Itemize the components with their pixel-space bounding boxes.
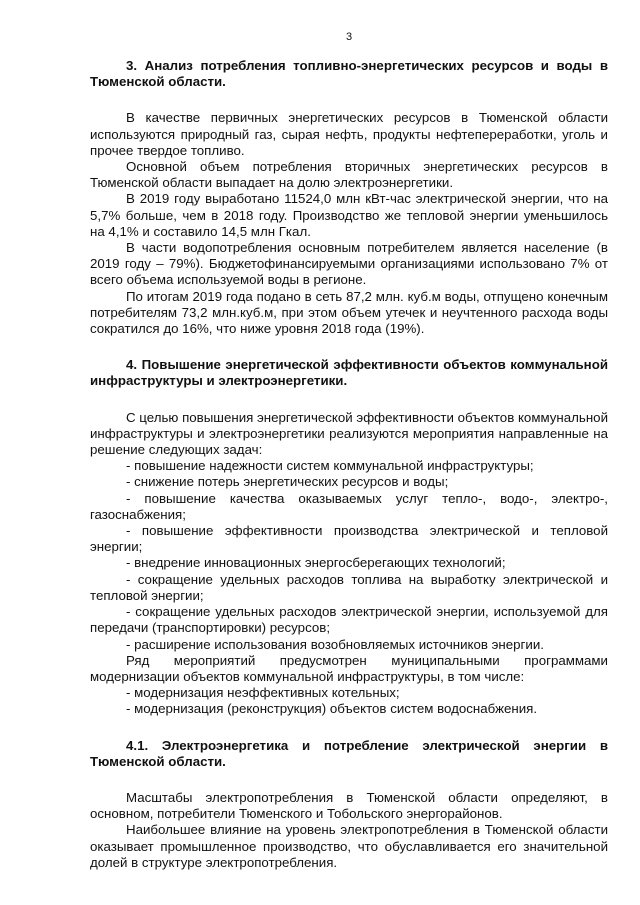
- section-3-heading: 3. Анализ потребления топливно-энергетических ресурсов и воды в Тюменской области.: [90, 58, 608, 90]
- section-4-list-item-3: - повышение качества оказываемых услуг тепло-, водо-, электро-, газоснабжения;: [90, 490, 608, 522]
- section-4-list-item-10: - модернизация (реконструкция) объектов систем водоснабжения.: [126, 701, 538, 717]
- section-4-list-item-1: - повышение надежности систем коммунальной инфраструктуры;: [126, 458, 534, 474]
- document-page: [90, 30, 608, 871]
- section-4-1-heading: 4.1. Электроэнергетика и потребление электрической энергии в Тюменской области.: [90, 737, 608, 769]
- spacer: [90, 90, 608, 110]
- section-4-1-paragraph-1: Масштабы электропотребления в Тюменской области определяют, в основном, потребители Тюменского и Тобольского энергорайонов.: [90, 789, 608, 822]
- section-3-paragraph-1: В качестве первичных энергетических ресурсов в Тюменской области используются природный газ, сырая нефть, продукты нефтепереработки, уголь и прочее твердое топливо.: [90, 110, 608, 158]
- page-number: 3: [345, 31, 353, 43]
- spacer: [90, 718, 608, 738]
- section-4-1-paragraph-2: Наибольшее влияние на уровень электропотребления в Тюменской области оказывает промышленное производство, что обуславливается его значительной долей в структуре электропотребления.: [90, 822, 608, 870]
- section-4-list-item-5: - внедрение инновационных энергосберегающих технологий;: [126, 555, 506, 571]
- spacer: [90, 390, 608, 410]
- section-3-paragraph-4: В части водопотребления основным потребителем является население (в 2019 году – 79%). Бюджетофинансируемыми организациями использовано 7% от всего объема используемой воды в регионе.: [90, 240, 608, 288]
- section-4-list-item-4: - повышение эффективности производства электрической и тепловой энергии;: [90, 523, 608, 555]
- section-4-paragraph-2: Ряд мероприятий предусмотрен муниципальными программами модернизации объектов коммунальной инфраструктуры, в том числе:: [90, 652, 608, 684]
- section-4-paragraph-1: С целью повышения энергетической эффективности объектов коммунальной инфраструктуры и электроэнергетики реализуются мероприятия направленные на решение следующих задач:: [90, 409, 608, 458]
- section-4-list-item-9: - модернизация неэффективных котельных;: [126, 685, 400, 701]
- section-4-list-item-8: - расширение использования возобновляемых источников энергии.: [126, 636, 544, 652]
- section-3-paragraph-2: Основной объем потребления вторичных энергетических ресурсов в Тюменской области выпадает на долю электроэнергетики.: [90, 159, 608, 191]
- spacer: [90, 770, 608, 790]
- section-4-list-item-6: - сокращение удельных расходов топлива на выработку электрической и тепловой энергии;: [90, 571, 608, 603]
- section-4-list-item-7: - сокращение удельных расходов электрической энергии, используемой для передачи (транспортировки) ресурсов;: [90, 604, 608, 636]
- section-3-paragraph-5: По итогам 2019 года подано в сеть 87,2 млн. куб.м воды, отпущено конечным потребителям 73,2 млн.куб.м, при этом объем утечек и неучтенного расхода воды сократился до 16%, что ниже уровня 2018 года (19%).: [90, 288, 608, 337]
- spacer: [90, 337, 608, 357]
- section-4-heading: 4. Повышение энергетической эффективности объектов коммунальной инфраструктуры и электроэнергетики.: [90, 357, 608, 389]
- section-3-paragraph-3: В 2019 году выработано 11524,0 млн кВт-час электрической энергии, что на 5,7% больше, чем в 2018 году. Производство же тепловой энергии уменьшилось на 4,1% и составило 14,5 млн Гкал.: [90, 191, 608, 239]
- section-4-list-item-2: - снижение потерь энергетических ресурсов и воды;: [126, 474, 449, 490]
